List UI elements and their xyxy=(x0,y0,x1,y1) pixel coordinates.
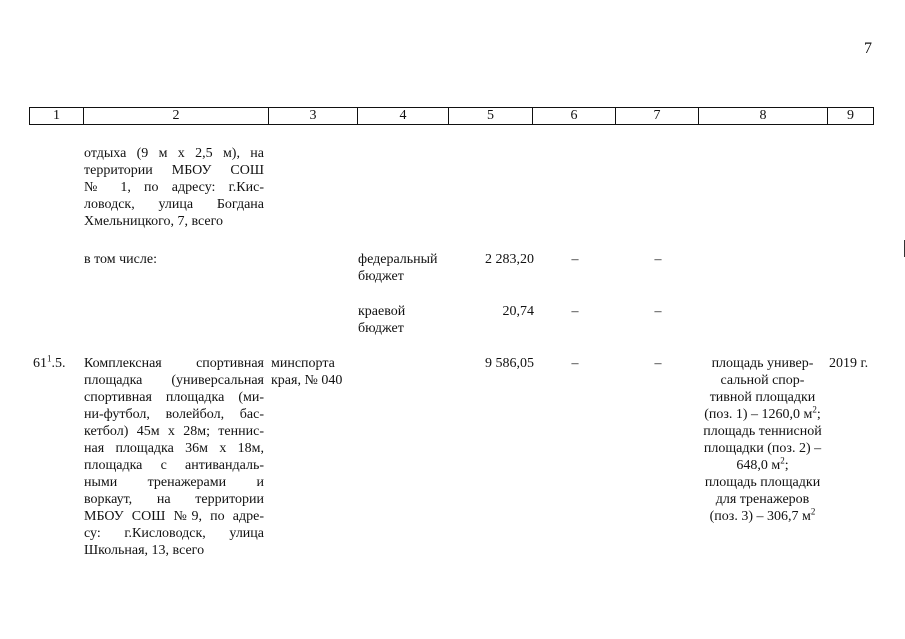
col7-regional: – xyxy=(654,304,662,319)
name-line: площадка с антивандаль- xyxy=(84,458,264,473)
agency-line: минспорта xyxy=(271,356,335,371)
capacity-line: сальной спор- xyxy=(720,373,805,388)
name-line: МБОУ СОШ №9, по адре- xyxy=(84,509,264,524)
capacity-line: для тренажеров xyxy=(715,492,810,507)
agency-line: края, № 040 xyxy=(271,373,343,388)
header-col-4: 4 xyxy=(358,108,449,124)
item-number xyxy=(33,355,66,372)
capacity-line: площадки (поз. 2) – xyxy=(703,441,822,456)
capacity-line: тивной площадки xyxy=(709,390,816,405)
continuation-name xyxy=(84,145,264,230)
name-line: Школьная, 13, всего xyxy=(84,543,205,558)
capacity-line: площадь универ- xyxy=(711,356,814,371)
page-number: 7 xyxy=(864,40,872,57)
name-line: ными тренажерами и xyxy=(84,475,264,490)
capacity-line: площадь площадки xyxy=(704,475,821,490)
capacity-line: 648,0 $м^2$; xyxy=(736,455,789,473)
name-line: ловодск, улица Богдана xyxy=(84,197,264,212)
item-col6: – xyxy=(571,356,579,371)
item-amount: 9 586,05 xyxy=(485,356,534,371)
source-line: бюджет xyxy=(358,269,404,284)
item-capacity xyxy=(695,355,830,525)
col6-regional: – xyxy=(571,304,579,319)
capacity-line: (поз. 1) – 1260,0 $м^2$; xyxy=(704,404,821,422)
header-col-8: 8 xyxy=(699,108,828,124)
item-col7: – xyxy=(654,356,662,371)
table-header-row xyxy=(29,107,874,125)
col7-federal: – xyxy=(654,252,662,267)
including-label: в том числе: xyxy=(84,252,157,267)
source-line: федеральный xyxy=(358,252,438,267)
col6-federal: – xyxy=(571,252,579,267)
name-line: территории МБОУ СОШ xyxy=(84,163,264,178)
name-line: отдыха (9 м х 2,5 м), на xyxy=(84,146,264,161)
source-line: краевой xyxy=(358,304,406,319)
amount-federal: 2 283,20 xyxy=(485,252,534,267)
capacity-line: площадь теннисной xyxy=(703,424,822,439)
name-line: воркаут, на территории xyxy=(84,492,264,507)
item-number-sup: 1 xyxy=(47,353,52,364)
capacity-line: (поз. 3) – 306,7 $м^2$ xyxy=(709,506,816,524)
funding-source-regional xyxy=(358,303,448,337)
source-line: бюджет xyxy=(358,321,404,336)
item-agency xyxy=(271,355,356,389)
name-line: спортивная площадка (ми- xyxy=(84,390,264,405)
item-number-tail: .5. xyxy=(51,356,66,371)
item-year: 2019 г. xyxy=(829,356,869,371)
amount-regional: 20,74 xyxy=(502,304,534,319)
name-line: площадка (универсальная xyxy=(84,373,264,388)
header-col-1: 1 xyxy=(30,108,84,124)
name-line: кетбол) 45м х 28м; теннис- xyxy=(84,424,264,439)
name-line: № 1, по адресу: г.Кис- xyxy=(84,180,264,195)
header-col-7: 7 xyxy=(616,108,699,124)
item-name xyxy=(84,355,264,559)
header-col-9: 9 xyxy=(847,108,854,123)
name-line: ная площадка 36м х 18м, xyxy=(84,441,264,456)
header-col-6: 6 xyxy=(533,108,616,124)
header-col-3: 3 xyxy=(269,108,358,124)
item-number-main: 61 xyxy=(33,356,47,371)
header-col-2: 2 xyxy=(84,108,269,124)
name-line: су: г.Кисловодск, улица xyxy=(84,526,264,541)
header-col-5: 5 xyxy=(449,108,533,124)
funding-source-federal xyxy=(358,251,448,285)
name-line: Хмельницкого, 7, всего xyxy=(84,214,224,229)
name-line: Комплексная спортивная xyxy=(84,356,264,371)
name-line: ни-футбол, волейбол, бас- xyxy=(84,407,264,422)
